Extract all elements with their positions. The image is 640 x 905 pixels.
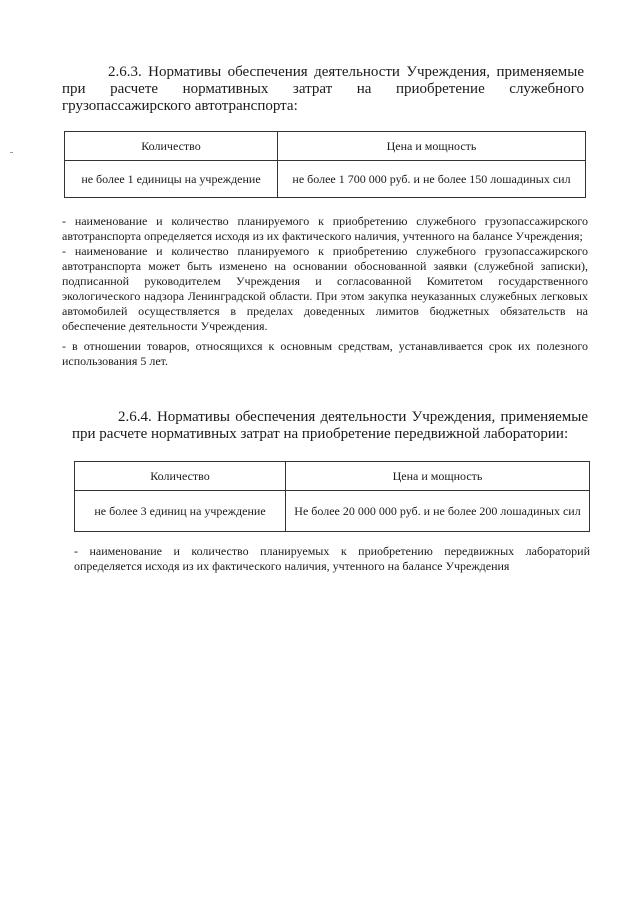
- section-notes: [62, 214, 588, 369]
- table-row: [75, 491, 590, 532]
- scan-artifact: [10, 152, 13, 153]
- section-notes: [74, 544, 590, 574]
- note-paragraph: - наименование и количество планируемого к приобретению служебного грузопассажирского автотранспорта может быть изменено на основании обоснованной заявки (служебной записки), подписанной руководителем Учреждения и согласованной Комитетом государственного экологического надзора Ленинградской области. При этом закупка неуказанных служебных легковых автомобилей осуществляется в пределах доведенных лимитов бюджетных обязательств на обеспечение деятельности Учреждения.: [62, 244, 588, 333]
- column-header-price-power: Цена и мощность: [278, 132, 586, 161]
- cell-quantity: не более 1 единицы на учреждение: [65, 161, 278, 198]
- norms-table-mobile-lab: [74, 461, 590, 532]
- note-paragraph: - наименование и количество планируемого к приобретению служебного грузопассажирского автотранспорта определяется исходя из их фактического наличия, учтенного на балансе Учреждения;: [62, 214, 588, 243]
- note-paragraph: - в отношении товаров, относящихся к основным средствам, устанавливается срок их полезного использования 5 лет.: [62, 339, 588, 368]
- column-header-quantity: Количество: [65, 132, 278, 161]
- section-heading-2-6-3: [62, 64, 584, 115]
- section-heading-text: 2.6.3. Нормативы обеспечения деятельности Учреждения, применяемые при расчете нормативных затрат на приобретение служебного грузопассажирского автотранспорта:: [62, 64, 584, 114]
- section-heading-2-6-4: [72, 409, 588, 443]
- table-row: [65, 161, 586, 198]
- table-header-row: [75, 462, 590, 491]
- cell-quantity: не более 3 единиц на учреждение: [75, 491, 286, 532]
- section-heading-text: 2.6.4. Нормативы обеспечения деятельности Учреждения, применяемые при расчете нормативных затрат на приобретение передвижной лаборатории:: [72, 409, 588, 442]
- cell-price-power: не более 1 700 000 руб. и не более 150 лошадиных сил: [278, 161, 586, 198]
- column-header-quantity: Количество: [75, 462, 286, 491]
- note-paragraph: - наименование и количество планируемых к приобретению передвижных лабораторий определяется исходя из их фактического наличия, учтенного на балансе Учреждения: [74, 544, 590, 573]
- column-header-price-power: Цена и мощность: [286, 462, 590, 491]
- norms-table-vehicles: [64, 131, 586, 198]
- table-header-row: [65, 132, 586, 161]
- cell-price-power: Не более 20 000 000 руб. и не более 200 лошадиных сил: [286, 491, 590, 532]
